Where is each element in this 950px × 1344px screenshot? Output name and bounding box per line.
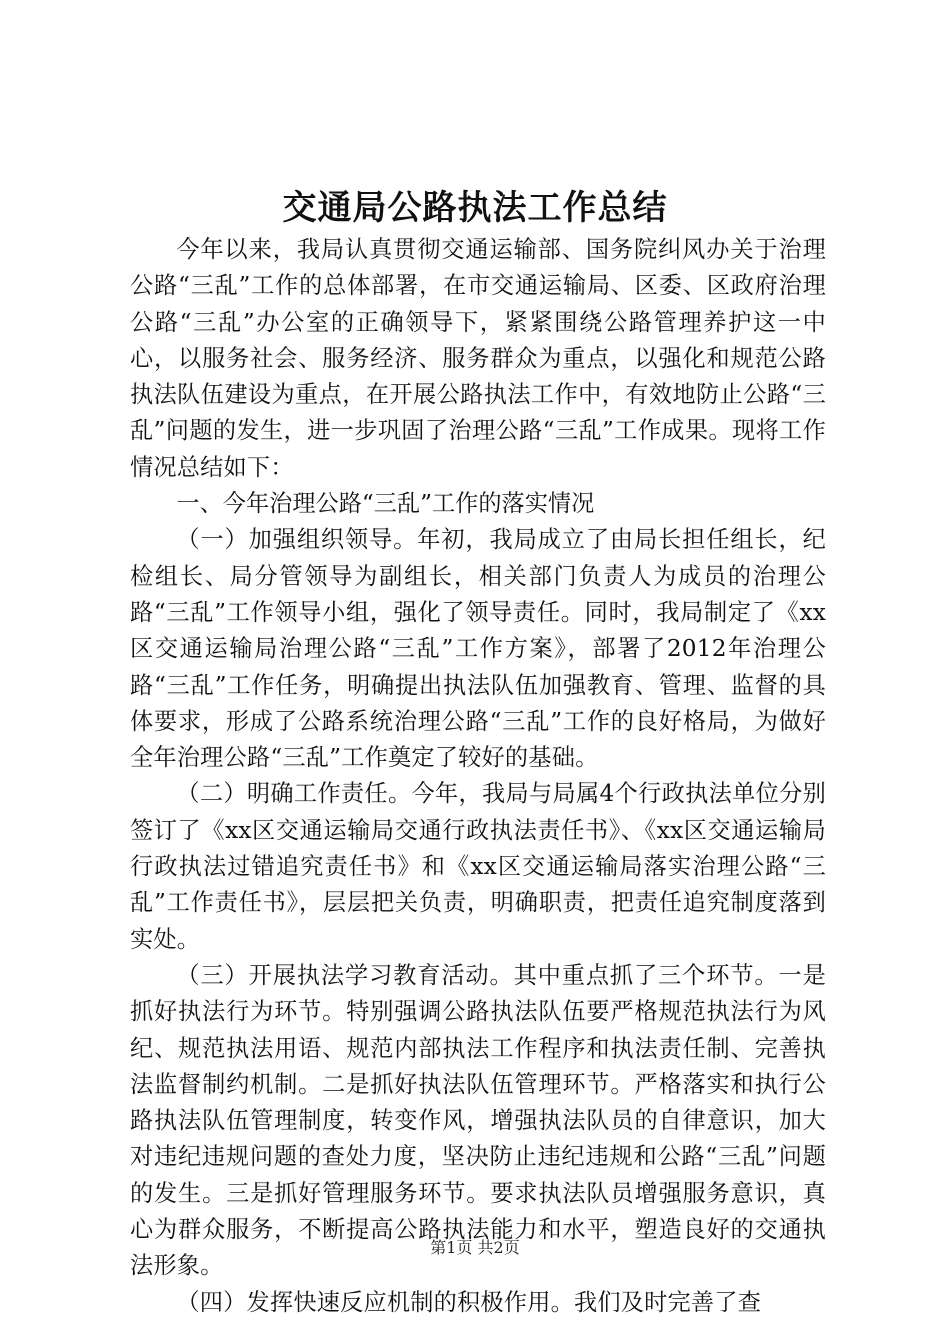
document-title: 交通局公路执法工作总结 bbox=[282, 188, 668, 228]
paragraph-organization: （一）加强组织领导。年初，我局成立了由局长担任组长，纪检组长、局分管领导为副组长，相关部门负责人为成员的治理公路“三乱”工作领导小组，强化了领导责任。同时，我局制定了《xx区交通运输局治理公路“三乱”工作方案》，部署了2012年治理公路“三乱”工作任务，明确提出执法队伍加强教育、管理、监督的具体要求，形成了公路系统治理公路“三乱”工作的良好格局，为做好全年治理公路“三乱”工作奠定了较好的基础。 bbox=[130, 526, 826, 772]
paragraph-responsibility: （二）明确工作责任。今年，我局与局属4个行政执法单位分别签订了《xx区交通运输局交通行政执法责任书》、《xx区交通运输局行政执法过错追究责任书》和《xx区交通运输局落实治理公路“三乱”工作责任书》，层层把关负责，明确职责，把责任追究制度落到实处。 bbox=[130, 780, 826, 953]
section-heading: 一、今年治理公路“三乱”工作的落实情况 bbox=[176, 490, 595, 518]
page-footer: 第1页 共2页 bbox=[430, 1238, 520, 1257]
document-body bbox=[130, 232, 826, 1321]
intro-paragraph: 今年以来，我局认真贯彻交通运输部、国务院纠风办关于治理公路“三乱”工作的总体部署，在市交通运输局、区委、区政府治理公路“三乱”办公室的正确领导下，紧紧围绕公路管理养护这一中心，以服务社会、服务经济、服务群众为重点，以强化和规范公路执法队伍建设为重点，在开展公路执法工作中，有效地防止公路“三乱”问题的发生，进一步巩固了治理公路“三乱”工作成果。现将工作情况总结如下： bbox=[130, 236, 826, 481]
paragraph-education: （三）开展执法学习教育活动。其中重点抓了三个环节。一是抓好执法行为环节。特别强调公路执法队伍要严格规范执法行为风纪、规范执法用语、规范内部执法工作程序和执法责任制、完善执法监督制约机制。二是抓好执法队伍管理环节。严格落实和执行公路执法队伍管理制度，转变作风，增强执法队员的自律意识，加大对违纪违规问题的查处力度，坚决防止违纪违规和公路“三乱”问题的发生。三是抓好管理服务环节。要求执法队员增强服务意识，真心为群众服务，不断提高公路执法能力和水平，塑造良好的交通执法形象。 bbox=[130, 961, 826, 1280]
paragraph-rapid-response: （四）发挥快速反应机制的积极作用。我们及时完善了查 bbox=[176, 1288, 762, 1316]
